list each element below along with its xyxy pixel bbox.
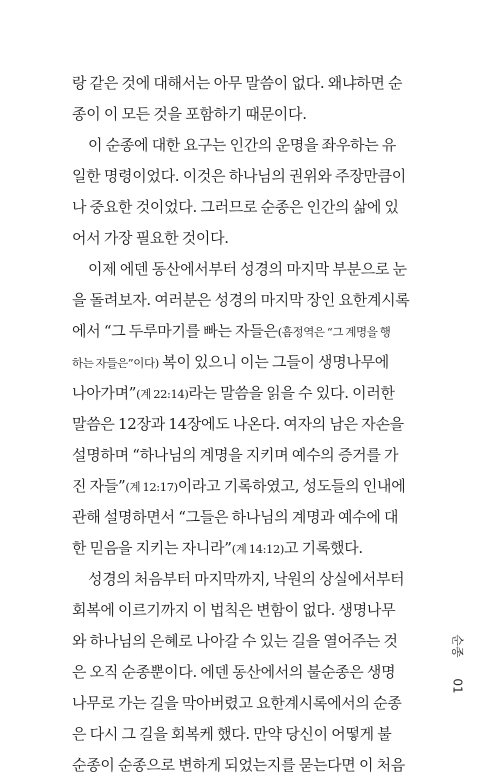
text-line-23: 순종이 순종으로 변하게 되었는지를 묻는다면 이 처음 <box>72 756 405 774</box>
text-line-19: 와 하나님의 은혜로 나아갈 수 있는 길을 열어주는 것 <box>72 632 398 650</box>
text-line-22: 은 다시 그 길을 회복케 했다. 만약 당신이 어떻게 불 <box>72 725 392 743</box>
text-line-20: 은 오직 순종뿐이다. 에덴 동산에서의 불순종은 생명 <box>72 663 396 681</box>
text-line-11: 나아가며”(계 22:14)라는 말씀을 읽을 수 있다. 이러한 <box>72 384 395 402</box>
text-line-17: 성경의 처음부터 마지막까지, 낙원의 상실에서부터 <box>88 570 405 588</box>
page-number: 01 <box>450 678 465 694</box>
text-line-8: 을 돌려보자. 여러분은 성경의 마지막 장인 요한계시록 <box>72 291 410 309</box>
text-line-15: 관해 설명하면서 “그들은 하나님의 계명과 예수에 대 <box>72 508 399 526</box>
text-line-18: 회복에 이르기까지 이 법칙은 변함이 없다. 생명나무 <box>72 601 396 619</box>
text-line-7: 이제 에덴 동산에서부터 성경의 마지막 부분으로 눈 <box>88 260 407 278</box>
text-line-16: 한 믿음을 지키는 자니라”(계 14:12)고 기록했다. <box>72 539 363 557</box>
text-line-10: 하는 자들은”이다) 복이 있으니 이는 그들이 생명나무에 <box>72 353 389 371</box>
text-line-2: 종이 이 모든 것을 포함하기 때문이다. <box>72 105 307 123</box>
text-line-4: 일한 명령이었다. 이것은 하나님의 권위와 주장만큼이 <box>72 167 406 185</box>
text-line-9: 에서 “그 두루마기를 빠는 자들은(흠정역은 “그 계명을 행 <box>72 322 391 340</box>
text-line-13: 설명하며 “하나님의 계명을 지키며 예수의 증거를 가 <box>72 446 399 464</box>
running-head: 순종 <box>450 634 465 658</box>
text-line-1: 랑 같은 것에 대해서는 아무 말씀이 없다. 왜냐하면 순 <box>72 74 403 92</box>
page-body <box>72 68 428 781</box>
text-line-5: 나 중요한 것이었다. 그러므로 순종은 인간의 삶에 있 <box>72 198 399 216</box>
text-line-14: 진 자들”(계 12:17)이라고 기록하였고, 성도들의 인내에 <box>72 477 406 495</box>
text-line-6: 어서 가장 필요한 것이다. <box>72 229 229 247</box>
text-line-21: 나무로 가는 길을 막아버렸고 요한계시록에서의 순종 <box>72 694 402 712</box>
text-line-12: 말씀은 12장과 14장에도 나온다. 여자의 남은 자손을 <box>72 415 404 433</box>
page-footer <box>446 634 469 694</box>
text-line-3: 이 순종에 대한 요구는 인간의 운명을 좌우하는 유 <box>88 136 397 154</box>
